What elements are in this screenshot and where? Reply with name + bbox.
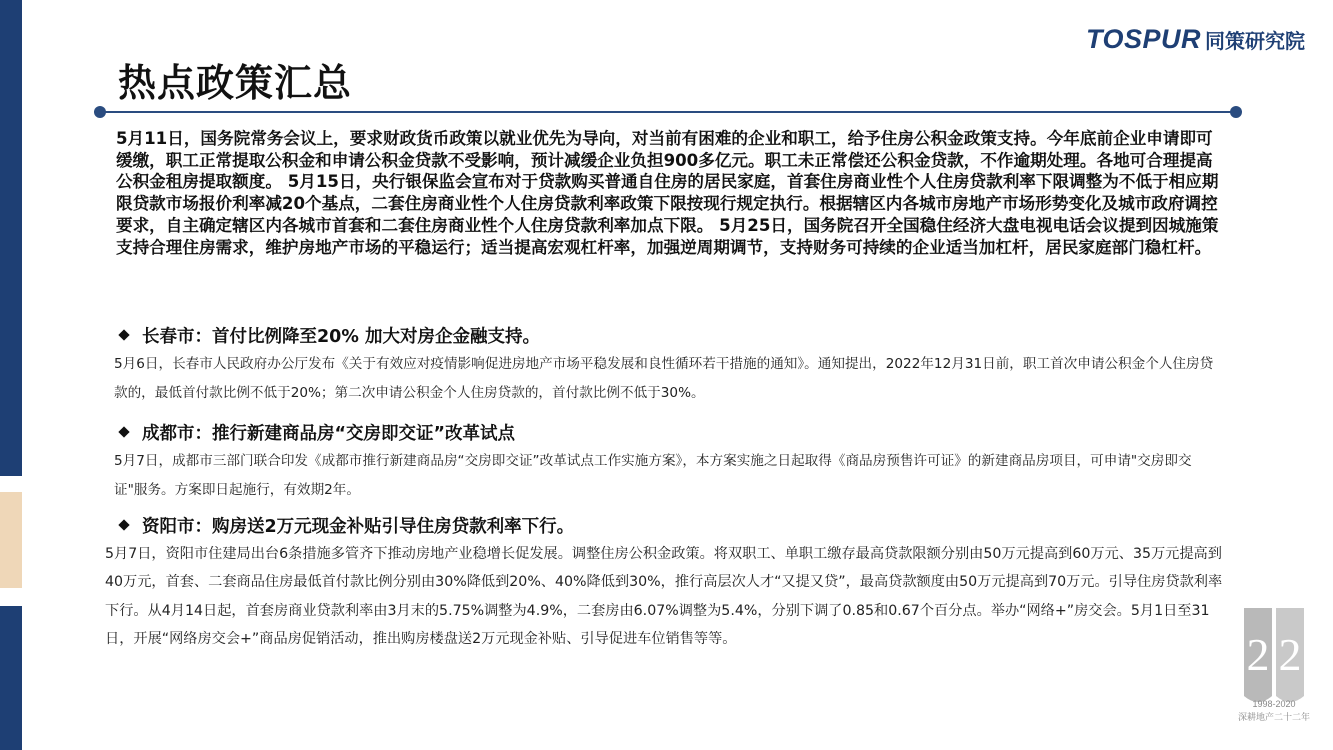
section-body: 5月6日，长春市人民政府办公厅发布《关于有效应对疫情影响促进房地产市场平稳发展和良性循环若干措施的通知》。通知提出，2022年12月31日前，职工首次申请公积金个人住房贷款的，最低首付款比例不低于20%；第二次申请公积金个人住房贷款的，首付款比例不低于30%。 [114,356,1214,401]
left-stripe-bottom [0,606,22,750]
bullet-diamond-icon [118,519,129,530]
emblem-caption: 深耕地产二十二年 [1237,713,1310,723]
bullet-diamond-icon [118,426,129,437]
divider-dot-left [94,106,106,118]
section-body: 5月7日，成都市三部门联合印发《成都市推行新建商品房“交房即交证”改革试点工作实施方案》，本方案实施之日起取得《商品房预售许可证》的新建商品房项目，可申请"交房即交证"服务。方案即日起施行，有效期2年。 [114,453,1192,498]
section-heading: 资阳市：购房送2万元现金补贴引导住房贷款利率下行。 [142,516,575,537]
section-ziyang [105,512,1224,654]
left-stripe-middle [0,492,22,588]
left-stripe-top [0,0,22,476]
logo-institute-text: 同策研究院 [1205,29,1305,53]
section-chengdu [114,419,1224,504]
divider-dot-right [1230,106,1242,118]
page-title: 热点政策汇总 [118,61,353,105]
svg-text:2: 2 [1278,629,1302,680]
emblem-years: 1998-2020 [1252,699,1296,709]
section-heading: 成都市：推行新建商品房“交房即交证”改革试点 [142,423,516,444]
bullet-diamond-icon [118,329,129,340]
section-heading: 长春市：首付比例降至20% 加大对房企金融支持。 [142,326,540,347]
svg-text:2: 2 [1246,629,1270,680]
section-changchun [114,322,1224,407]
title-divider [100,111,1236,113]
intro-paragraph: 5月11日，国务院常务会议上，要求财政货币政策以就业优先为导向，对当前有困难的企业和职工，给予住房公积金政策支持。今年底前企业申请即可缓缴，职工正常提取公积金和申请公积金贷款不受影响，预计减缓企业负担900多亿元。职工未正常偿还公积金贷款，不作逾期处理。各地可合理提高公积金租房提取额度。 5月15日，央行银保监会宣布对于贷款购买普通自住房的居民家庭，首套住房商业性个人住房贷款利率下限调整为不低于相应期限贷款市场报价利率减20个基点，二套住房商业性个人住房贷款利率政策下限按现行规定执行。根据辖区内各城市房地产市场形势变化及城市政府调控要求，自主确定辖区内各城市首套和二套住房商业性个人住房贷款利率加点下限。 5月25日，国务院召开全国稳住经济大盘电视电话会议提到因城施策支持合理住房需求，维护房地产市场的平稳运行；适当提高宏观杠杆率，加强逆周期调节，支持财务可持续的企业适当加杠杆，居民家庭部门稳杠杆。 [116,129,1219,257]
section-body: 5月7日，资阳市住建局出台6条措施多管齐下推动房地产业稳增长促发展。调整住房公积金政策。将双职工、单职工缴存最高贷款限额分别由50万元提高到60万元、35万元提高到40万元，首套、二套商品住房最低首付款比例分别由30%降低到20%、40%降低到30%，推行高层次人才“又提又贷”，最高贷款额度由50万元提高到70万元。引导住房贷款利率下行。从4月14日起，首套房商业贷款利率由3月末的5.75%调整为4.9%，二套房由6.07%调整为5.4%，分别下调了0.85和0.67个百分点。举办“网络+”房交会。5月1日至31日，开展“网络房交会+”商品房促销活动，推出购房楼盘送2万元现金补贴、引导促进车位销售等等。 [105,546,1223,648]
logo-brand-text: TOSPUR [1085,24,1201,54]
brand-logo [1086,24,1305,55]
